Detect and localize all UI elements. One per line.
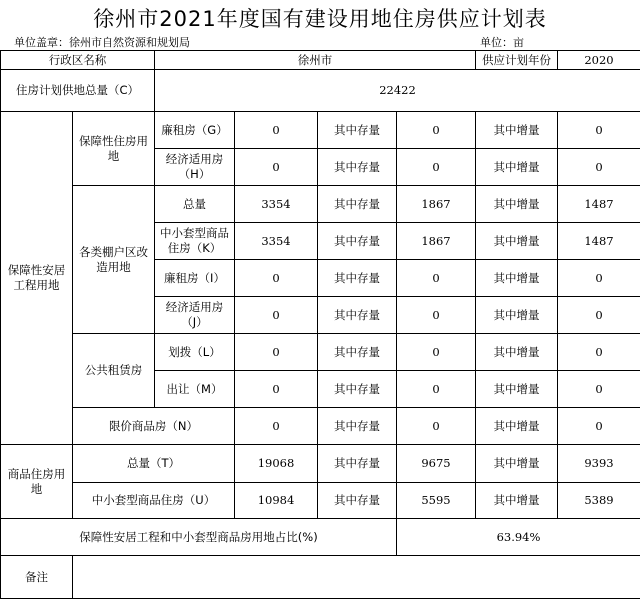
row-stock: 0 [397,334,476,371]
section-affordable: 保障性安居工程用地 [1,112,73,445]
stock-label: 其中存量 [318,297,397,334]
unit-seal-label: 单位盖章：徐州市自然资源和规划局 [14,36,190,49]
table-row [1,408,640,445]
row-label: 经济适用房（H） [155,149,235,186]
row-increment: 0 [558,297,640,334]
row-increment: 0 [558,112,640,149]
increment-label: 其中增量 [476,334,558,371]
supply-plan-table [0,50,640,599]
year-value: 2020 [558,51,640,70]
stock-label: 其中存量 [318,371,397,408]
row-label: 中小套型商品住房（K） [155,223,235,260]
row-value: 0 [235,297,318,334]
table-header-row [1,51,640,70]
increment-label: 其中增量 [476,297,558,334]
remarks-value [73,556,640,599]
increment-label: 其中增量 [476,408,558,445]
row-value: 0 [235,112,318,149]
year-label: 供应计划年份 [476,51,558,70]
row-increment: 0 [558,149,640,186]
row-label: 总量（T） [73,445,235,483]
row-increment: 9393 [558,445,640,483]
row-value: 0 [235,260,318,297]
stock-label: 其中存量 [318,149,397,186]
row-stock: 5595 [397,483,476,519]
section-commercial: 商品住房用地 [1,445,73,519]
row-value: 19068 [235,445,318,483]
row-stock: 0 [397,371,476,408]
row-label: 出让（M） [155,371,235,408]
row-stock: 0 [397,297,476,334]
row-increment: 1487 [558,223,640,260]
row-increment: 1487 [558,186,640,223]
stock-label: 其中存量 [318,334,397,371]
stock-label: 其中存量 [318,112,397,149]
row-stock: 9675 [397,445,476,483]
stock-label: 其中存量 [318,445,397,483]
table-row [1,556,640,599]
row-increment: 0 [558,371,640,408]
stock-label: 其中存量 [318,186,397,223]
increment-label: 其中增量 [476,483,558,519]
increment-label: 其中增量 [476,186,558,223]
table-row [1,334,640,371]
table-row [1,445,640,483]
increment-label: 其中增量 [476,371,558,408]
row-value: 10984 [235,483,318,519]
section-low-rent-affordable: 保障性住房用地 [73,112,155,186]
increment-label: 其中增量 [476,260,558,297]
row-stock: 0 [397,149,476,186]
row-increment: 5389 [558,483,640,519]
row-label: 廉租房（G） [155,112,235,149]
ratio-value: 63.94% [397,519,640,556]
row-stock: 1867 [397,223,476,260]
row-stock: 1867 [397,186,476,223]
row-value: 0 [235,408,318,445]
page-title: 徐州市2021年度国有建设用地住房供应计划表 [93,7,547,31]
table-row [1,483,640,519]
total-value: 22422 [155,70,640,112]
ratio-label: 保障性安居工程和中小套型商品房用地占比(%) [1,519,397,556]
row-value: 3354 [235,223,318,260]
increment-label: 其中增量 [476,112,558,149]
remarks-label: 备注 [1,556,73,599]
section-shantytown: 各类棚户区改造用地 [73,186,155,334]
row-increment: 0 [558,408,640,445]
stock-label: 其中存量 [318,260,397,297]
stock-label: 其中存量 [318,483,397,519]
row-value: 3354 [235,186,318,223]
stock-label: 其中存量 [318,223,397,260]
row-label: 中小套型商品住房（U） [73,483,235,519]
row-label: 总量 [155,186,235,223]
row-label: 限价商品房（N） [73,408,235,445]
table-row [1,70,640,112]
row-label: 划拨（L） [155,334,235,371]
table-row [1,519,640,556]
row-value: 0 [235,334,318,371]
row-increment: 0 [558,334,640,371]
row-increment: 0 [558,260,640,297]
section-public-rental: 公共租赁房 [73,334,155,408]
row-label: 经济适用房（J） [155,297,235,334]
row-value: 0 [235,149,318,186]
district-value: 徐州市 [155,51,476,70]
increment-label: 其中增量 [476,445,558,483]
row-stock: 0 [397,408,476,445]
total-label: 住房计划供地总量（C） [1,70,155,112]
table-row [1,112,640,149]
row-stock: 0 [397,112,476,149]
row-value: 0 [235,371,318,408]
increment-label: 其中增量 [476,149,558,186]
district-label: 行政区名称 [1,51,155,70]
unit-label: 单位：亩 [480,36,524,49]
increment-label: 其中增量 [476,223,558,260]
table-row [1,186,640,223]
row-label: 廉租房（I） [155,260,235,297]
row-stock: 0 [397,260,476,297]
stock-label: 其中存量 [318,408,397,445]
